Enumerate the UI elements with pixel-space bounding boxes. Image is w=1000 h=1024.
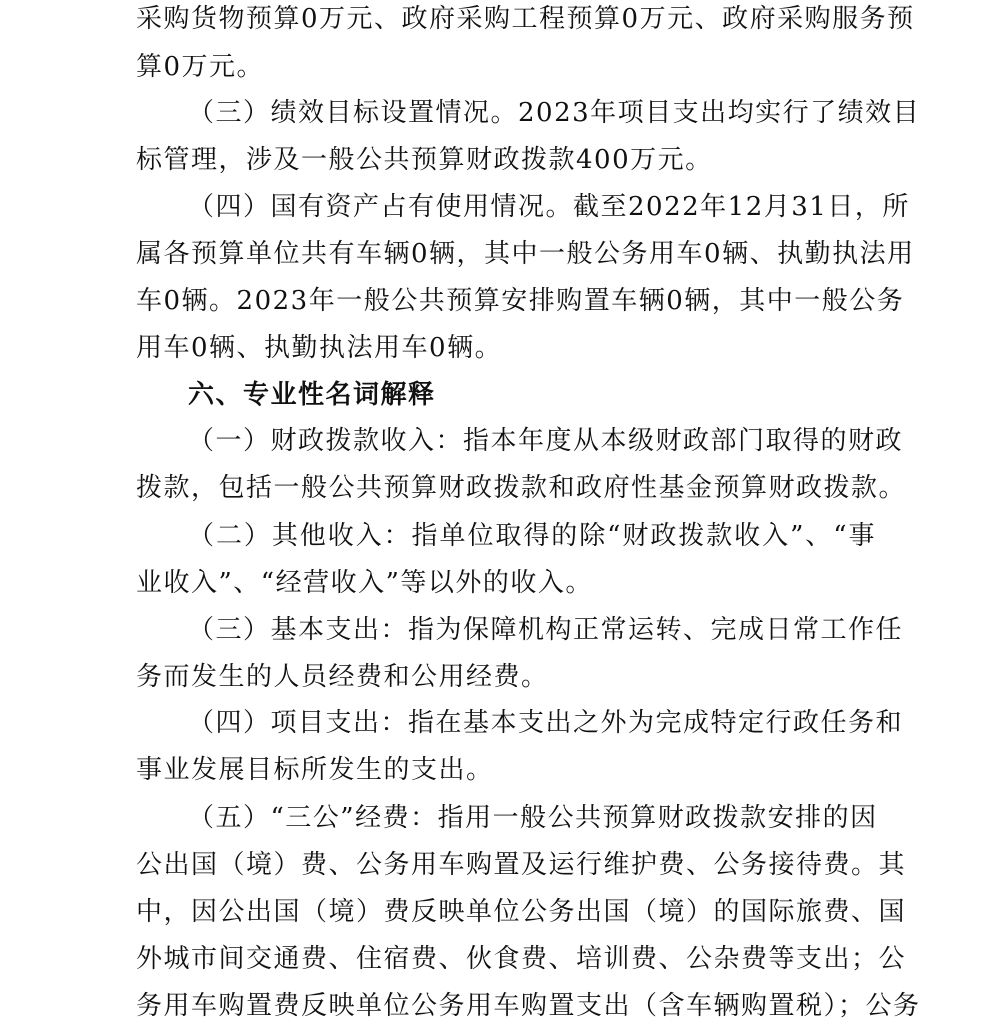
text-line: 外城市间交通费、住宿费、伙食费、培训费、公杂费等支出；公 [136,944,907,974]
text-line: 算0万元。 [136,52,265,82]
text-line: 用车0辆、执勤执法用车0辆。 [136,333,503,363]
term-line: （一）财政拨款收入：指本年度从本级财政部门取得的财政 [188,426,904,456]
text-line: 业收入”、“经营收入”等以外的收入。 [136,568,593,598]
text-line: 公出国（境）费、公务用车购置及运行维护费、公务接待费。其 [136,850,907,880]
text-line: 车0辆。2023年一般公共预算安排购置车辆0辆，其中一般公务 [136,286,905,316]
text-line: 务用车购置费反映单位公务用车购置支出（含车辆购置税）；公务 [136,991,921,1021]
text-line: 务而发生的人员经费和公用经费。 [136,662,549,692]
section-heading: 六、专业性名词解释 [188,380,436,410]
term-line: （四）项目支出：指在基本支出之外为完成特定行政任务和 [188,708,904,738]
paragraph-heading-line: （三）绩效目标设置情况。2023年项目支出均实行了绩效目 [188,98,921,128]
term-line: （二）其他收入：指单位取得的除“财政拨款收入”、“事 [188,521,876,551]
text-line: 中，因公出国（境）费反映单位公务出国（境）的国际旅费、国 [136,897,907,927]
text-line: 属各预算单位共有车辆0辆，其中一般公务用车0辆、执勤执法用 [136,239,915,269]
text-line: 拨款，包括一般公共预算财政拨款和政府性基金预算财政拨款。 [136,473,907,503]
text-line: 事业发展目标所发生的支出。 [136,755,494,785]
text-line: 标管理，涉及一般公共预算财政拨款400万元。 [136,145,713,175]
term-line: （五）“三公”经费：指用一般公共预算财政拨款安排的因 [188,803,878,833]
term-line: （三）基本支出：指为保障机构正常运转、完成日常工作任 [188,615,904,645]
paragraph-heading-line: （四）国有资产占有使用情况。截至2022年12月31日，所 [188,192,910,222]
text-line: 采购货物预算0万元、政府采购工程预算0万元、政府采购服务预 [136,4,915,34]
